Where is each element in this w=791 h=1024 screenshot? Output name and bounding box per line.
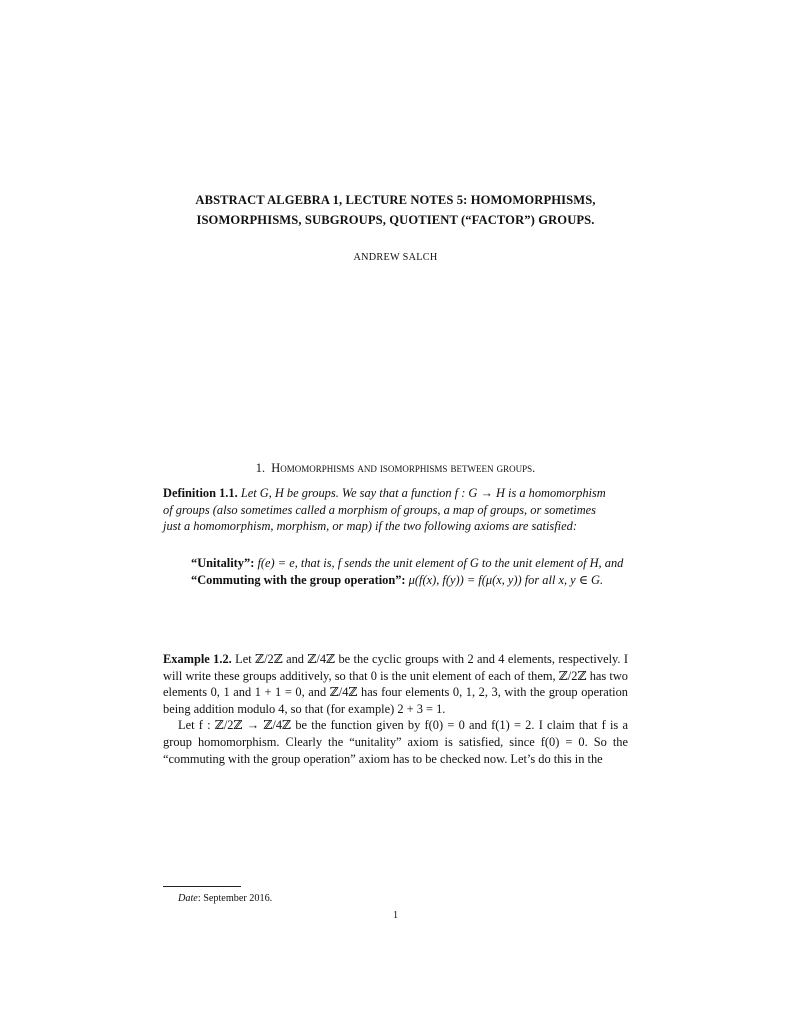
example-paragraph-2: Let f : ℤ/2ℤ → ℤ/4ℤ be the function given by f(0) = 0 and f(1) = 2. I claim that f is a group homomorphism. Clearly the “unitality” axiom is satisfied, since f(0) = 0. So the “commuting with the group operation” axiom has to be checked now. Let’s do this in the xyxy=(163,718,628,766)
example-paragraph-1 xyxy=(163,651,628,717)
footnote-label: Date xyxy=(178,893,198,904)
axiom-unitality xyxy=(191,555,628,572)
title-line-2: ISOMORPHISMS, SUBGROUPS, QUOTIENT (“FACTOR”) GROUPS. xyxy=(196,213,595,227)
example-block xyxy=(163,651,628,767)
page-number: 1 xyxy=(392,910,399,921)
definition-line-2: of groups (also sometimes called a morphism of groups, a map of groups, or sometimes xyxy=(163,502,596,517)
definition-line-1 xyxy=(163,485,628,502)
axiom-name: “Commuting with the group operation”: xyxy=(191,572,406,587)
title-line-1: ABSTRACT ALGEBRA 1, LECTURE NOTES 5: HOMOMORPHISMS, xyxy=(195,193,596,207)
section-heading xyxy=(0,460,791,477)
author-name: ANDREW SALCH xyxy=(353,252,438,263)
example-label: Example 1.2. xyxy=(163,652,232,666)
axiom-text: f(e) = e, that is, f sends the unit element of G to the unit element of H, and xyxy=(257,556,624,570)
footnote xyxy=(178,891,272,908)
definition-text-1: Let G, H be groups. We say that a function f : G → H is a homomorphism xyxy=(240,486,606,500)
section-title: Homomorphisms and isomorphisms between groups. xyxy=(271,461,536,475)
paper-title xyxy=(0,190,791,230)
definition-line-3: just a homomorphism, morphism, or map) if the two following axioms are satisfied: xyxy=(163,519,577,534)
definition-label: Definition 1.1. xyxy=(163,486,238,500)
axiom-text: μ(f(x), f(y)) = f(μ(x, y)) for all x, y ∈ G. xyxy=(408,572,604,587)
axiom-name: “Unitality”: xyxy=(191,556,255,570)
axiom-list xyxy=(191,555,628,588)
axiom-commuting xyxy=(191,572,628,589)
section-number: 1. xyxy=(255,461,266,475)
footnote-rule xyxy=(163,886,241,887)
example-text-1: Let ℤ/2ℤ and ℤ/4ℤ be the cyclic groups with 2 and 4 elements, respectively. I will write these groups additively, so that 0 is the unit element of each of them, ℤ/2ℤ has two elements 0, 1 and 1 + 1 = 0, and ℤ/4ℤ has four elements 0, 1, 2, 3, with the group operation being addition modulo 4, so that (for example) 2 + 3 = 1. xyxy=(163,652,628,716)
definition-block xyxy=(163,485,628,535)
footnote-text: : September 2016. xyxy=(197,893,273,904)
